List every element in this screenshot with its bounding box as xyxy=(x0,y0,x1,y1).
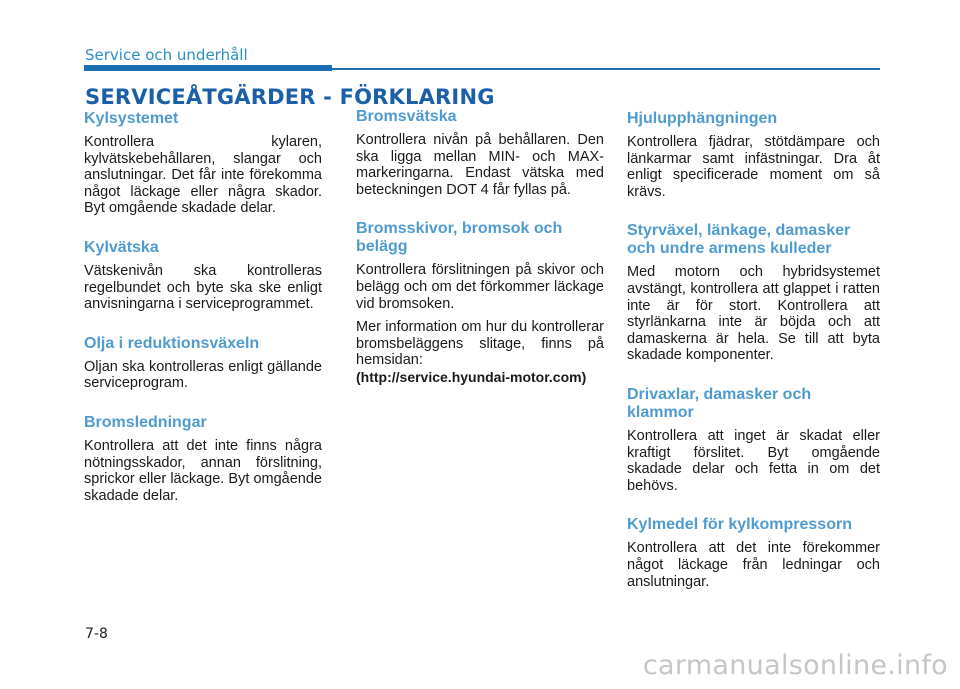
section-text: Kontrollera att det inte finns några nötningsskador, annan förslitning, sprickor eller läckage. Byt omgående skadade delar. xyxy=(84,437,322,504)
section-title: Olja i reduktionsväxeln xyxy=(84,334,260,352)
section-styrvaxel xyxy=(627,222,880,364)
header-accent-bar xyxy=(84,65,332,71)
section-title: Kylvätska xyxy=(84,238,159,256)
section-text: Kontrollera fjädrar, stötdämpare och länkarmar samt infästningar. Dra åt enligt specificerade moment om så krävs. xyxy=(627,134,880,200)
section-olja-reduktionsvaxeln xyxy=(84,335,322,392)
section-text: Oljan ska kontrolleras enligt gällande serviceprogram. xyxy=(84,358,322,392)
header-rule xyxy=(332,68,880,70)
section-label: Service och underhåll xyxy=(85,46,248,64)
section-kylsystemet xyxy=(84,110,322,217)
service-url: (http://service.hyundai-motor.com) xyxy=(356,368,587,385)
section-text: Kontrollera nivån på behållaren. Den ska ligga mellan MIN- och MAX-markeringarna. Endast vätska med beteckningen DOT 4 får fyllas på. xyxy=(356,132,604,198)
section-text: Kontrollera att det inte förekommer något läckage från ledningar och anslutningar. xyxy=(627,540,880,590)
section-bromsvatska xyxy=(356,108,604,198)
section-text: Mer information om hur du kontrollerar bromsbeläggens slitage, finns på hemsidan: xyxy=(356,319,604,369)
column-2 xyxy=(356,108,604,408)
column-1 xyxy=(84,110,322,526)
section-kylmedel xyxy=(627,516,880,590)
section-bromsskivor xyxy=(356,220,604,385)
section-text: Kontrollera att inget är skadat eller kraftigt förslitet. Byt omgående skadade delar och fetta in om det behövs. xyxy=(627,427,880,494)
section-title: Drivaxlar, damasker och klammor xyxy=(627,385,812,421)
section-title: Kylmedel för kylkompressorn xyxy=(627,516,852,534)
page-title: SERVICEÅTGÄRDER - FÖRKLARING xyxy=(85,85,495,109)
section-title: Styrväxel, länkage, damasker och undre armens kulleder xyxy=(627,222,851,258)
column-3 xyxy=(627,110,880,612)
section-drivaxlar xyxy=(627,386,880,494)
section-title: Kylsystemet xyxy=(84,110,179,127)
section-text: Kontrollera kylaren, kylvätskebehållaren, slangar och anslutningar. Det får inte förekomma något läckage eller några skador. Byt omgående skadade delar. xyxy=(84,134,322,217)
section-text: Kontrollera förslitningen på skivor och belägg och om det förkommer läckage vid bromsoken. xyxy=(356,262,604,312)
section-bromsledningar xyxy=(84,414,322,504)
section-text: Vätskenivån ska kontrolleras regelbundet och byte ska ske enligt anvisningarna i serviceprogrammet. xyxy=(84,262,322,313)
watermark: carmanualsonline.info xyxy=(642,650,948,681)
section-title: Bromsledningar xyxy=(84,413,207,431)
section-title: Bromsskivor, bromsok och belägg xyxy=(356,220,563,256)
section-title: Bromsvätska xyxy=(356,108,457,125)
section-title: Hjulupphängningen xyxy=(627,110,778,127)
section-kylvatska xyxy=(84,239,322,313)
section-hjulupphangningen xyxy=(627,110,880,200)
section-text: Med motorn och hybridsystemet avstängt, kontrollera att glappet i ratten inte är för stort. Kontrollera att styrlänkarna inte är böjda och att damaskerna är hela. Se till att byta skadade komponenter. xyxy=(627,264,880,364)
page-number: 7-8 xyxy=(85,626,108,642)
